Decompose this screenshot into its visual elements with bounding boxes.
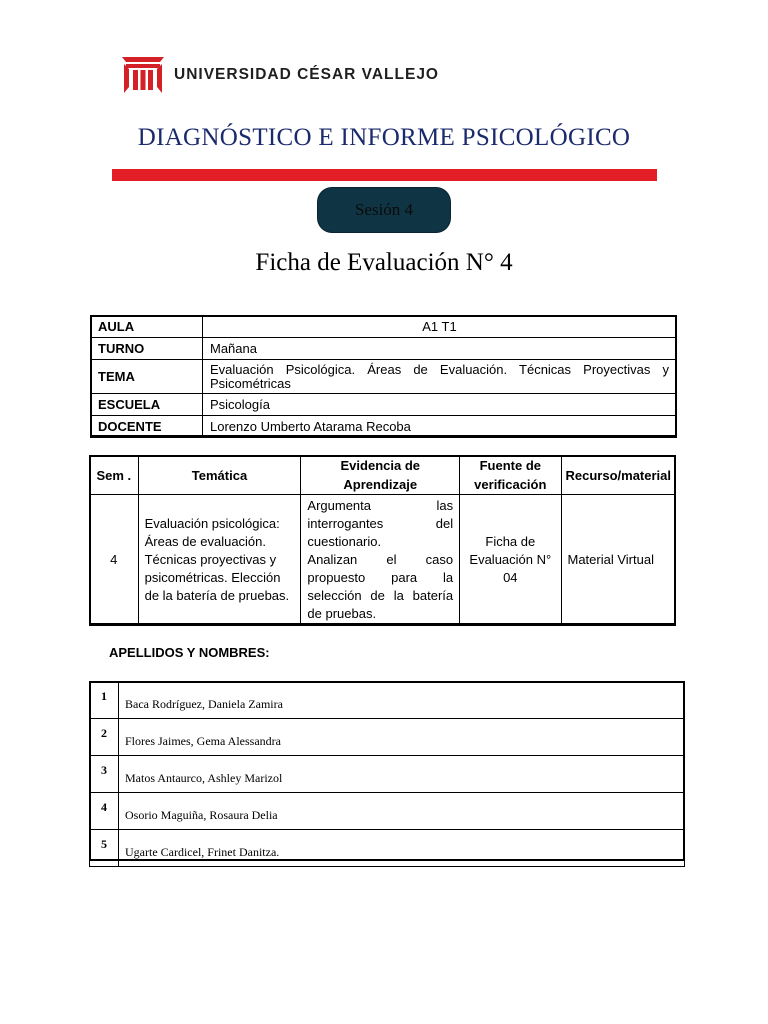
- student-name: Osorio Maguiña, Rosaura Delia: [119, 793, 685, 830]
- info-label: TEMA: [91, 360, 203, 394]
- info-row-docente: [91, 416, 677, 438]
- tematica-table: [89, 455, 676, 626]
- student-name: Ugarte Cardicel, Frinet Danitza.: [119, 830, 685, 867]
- info-label: AULA: [91, 316, 203, 338]
- student-number: 2: [90, 719, 119, 756]
- cell-recurso: Material Virtual: [561, 495, 676, 626]
- info-row-tema: [91, 360, 677, 394]
- col-header-fuente: Fuente de verificación: [460, 456, 561, 495]
- page-title: DIAGNÓSTICO E INFORME PSICOLÓGICO: [137, 124, 631, 151]
- info-row-escuela: [91, 394, 677, 416]
- students-table: [89, 681, 685, 867]
- ficha-title: Ficha de Evaluación N° 4: [255, 249, 513, 276]
- tematica-header-row: [90, 456, 676, 495]
- title-underline-bar: [112, 169, 657, 181]
- info-value-turno: Mañana: [203, 338, 677, 360]
- cell-sem: 4: [90, 495, 139, 626]
- info-label: ESCUELA: [91, 394, 203, 416]
- student-number: 5: [90, 830, 119, 867]
- course-info-table: [90, 315, 677, 438]
- info-value-escuela: Psicología: [203, 394, 677, 416]
- student-name: Matos Antaurco, Ashley Marizol: [119, 756, 685, 793]
- evidencia-line-2: Analizan el caso propuesto para la selección de la batería de pruebas.: [307, 552, 454, 621]
- student-row: [90, 793, 685, 830]
- evidencia-line-1: Argumenta las interrogantes del cuestionario.: [307, 498, 454, 549]
- ucv-crest-icon: [122, 57, 164, 93]
- col-header-tematica: Temática: [138, 456, 301, 495]
- student-number: 4: [90, 793, 119, 830]
- col-header-recurso: Recurso/material: [561, 456, 676, 495]
- tematica-row: [90, 495, 676, 626]
- session-badge: Sesión 4: [318, 188, 450, 232]
- university-logo: [122, 57, 439, 93]
- university-name: UNIVERSIDAD CÉSAR VALLEJO: [174, 66, 439, 83]
- students-label: APELLIDOS Y NOMBRES:: [109, 645, 270, 660]
- info-label: DOCENTE: [91, 416, 203, 438]
- col-header-evidencia: Evidencia de Aprendizaje: [301, 456, 460, 495]
- student-number: 3: [90, 756, 119, 793]
- cell-fuente: Ficha de Evaluación N° 04: [460, 495, 561, 626]
- student-name: Baca Rodríguez, Daniela Zamira: [119, 682, 685, 719]
- info-row-turno: [91, 338, 677, 360]
- info-label: TURNO: [91, 338, 203, 360]
- student-row: [90, 682, 685, 719]
- student-row: [90, 756, 685, 793]
- info-value-tema: Evaluación Psicológica. Áreas de Evaluación. Técnicas Proyectivas y Psicométricas: [203, 360, 677, 394]
- info-row-aula: [91, 316, 677, 338]
- info-value-aula: A1 T1: [203, 316, 677, 338]
- info-value-docente: Lorenzo Umberto Atarama Recoba: [203, 416, 677, 438]
- student-row: [90, 830, 685, 867]
- cell-tematica: Evaluación psicológica: Áreas de evaluación. Técnicas proyectivas y psicométricas. Elección de la batería de pruebas.: [138, 495, 301, 626]
- cell-evidencia: [301, 495, 460, 626]
- student-number: 1: [90, 682, 119, 719]
- student-name: Flores Jaimes, Gema Alessandra: [119, 719, 685, 756]
- col-header-sem: Sem .: [90, 456, 139, 495]
- student-row: [90, 719, 685, 756]
